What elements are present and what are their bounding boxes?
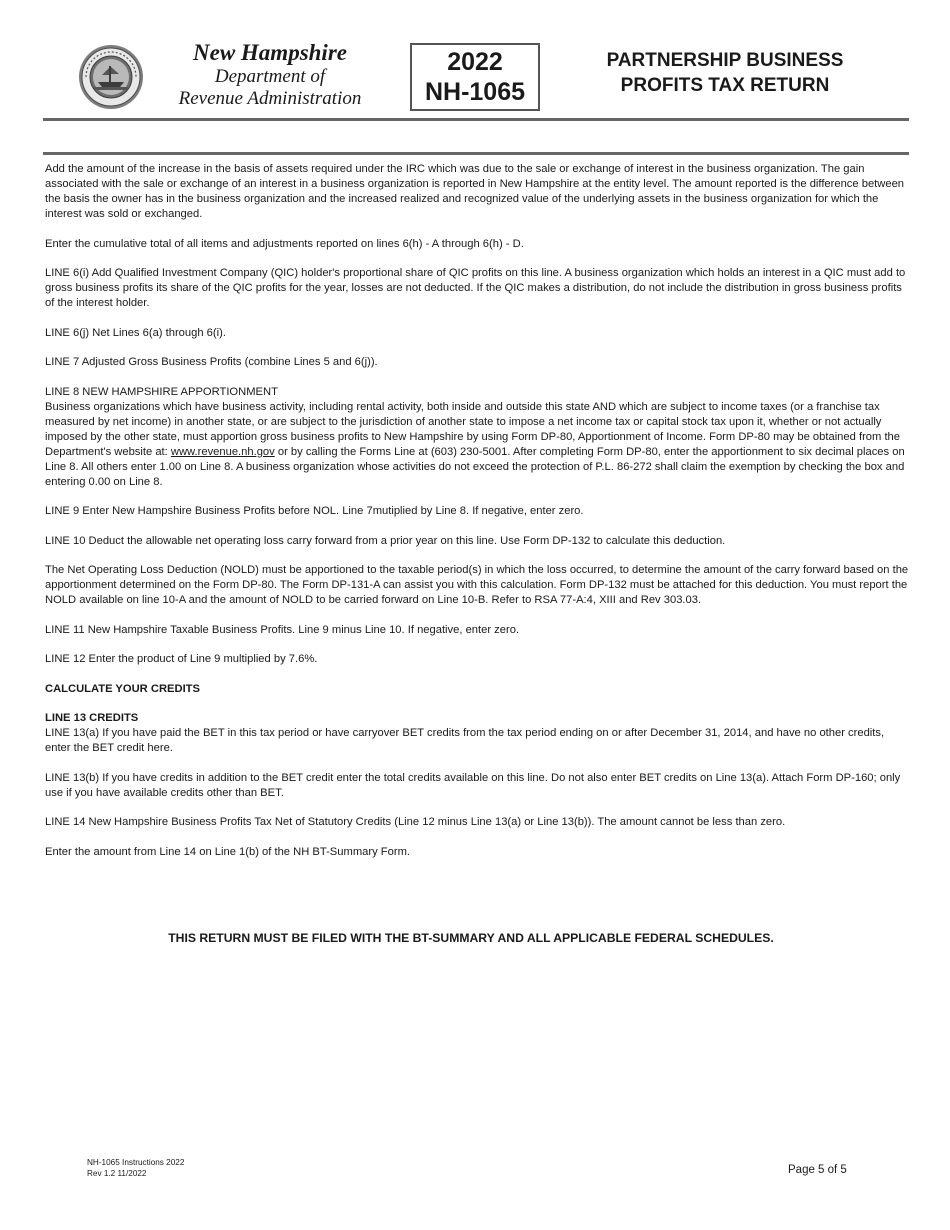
form-title-line-1: PARTNERSHIP BUSINESS (606, 50, 844, 71)
line-13-heading: LINE 13 CREDITS (45, 712, 139, 724)
line-8-heading: LINE 8 NEW HAMPSHIRE APPORTIONMENT (45, 385, 278, 398)
department-name (150, 40, 390, 110)
paragraph-line-6j: LINE 6(j) Net Lines 6(a) through 6(i). (45, 326, 226, 339)
department-line-1: Department of (214, 66, 326, 87)
footer-revision: Rev 1.2 11/2022 (87, 1169, 147, 1178)
state-seal-icon (78, 44, 144, 110)
paragraph-line-13 (45, 711, 910, 756)
heading-calculate-credits: CALCULATE YOUR CREDITS (45, 682, 200, 695)
page-number: Page 5 of 5 (788, 1164, 847, 1176)
line-8-text-b: or by calling the Forms Line at (603) 230-5001. After completing Form DP-80, enter the apportionment to six decimal places on Line 8. All others enter 1.00 on Line 8. A business organization whose activities do not exceed the protection of P.L. 86-272 shall claim the exemption by checking the box and entering 0.00 on Line 8. (45, 445, 905, 488)
footer-doc-name: NH-1065 Instructions 2022 (87, 1158, 185, 1167)
filing-notice: THIS RETURN MUST BE FILED WITH THE BT-SUMMARY AND ALL APPLICABLE FEDERAL SCHEDULES. (168, 931, 774, 945)
state-name: New Hampshire (193, 40, 347, 65)
paragraph-line-8 (45, 385, 910, 490)
paragraph-line-12: LINE 12 Enter the product of Line 9 multiplied by 7.6%. (45, 653, 318, 665)
department-line-2: Revenue Administration (178, 88, 362, 109)
paragraph-line-10: LINE 10 Deduct the allowable net operating loss carry forward from a prior year on this line. Use Form DP-132 to calculate this deduction. (45, 534, 726, 547)
instructions-body (45, 162, 910, 874)
footer-doc-info (87, 1157, 184, 1179)
form-number: NH-1065 (424, 78, 526, 106)
line-13a-text: LINE 13(a) If you have paid the BET in this tax period or have carryover BET credits from the tax period ending on or after December 31, 2014, and have no other credits, enter the BET credit here. (45, 727, 885, 754)
paragraph-line-6i: LINE 6(i) Add Qualified Investment Company (QIC) holder's proportional share of QIC profits on this line. A business organization which holds an interest in a QIC must add to gross business profits its share of the QIC profits for the year, losses are not deducted. If the QIC makes a distribution, do not include the distribution in gross business profits of the interest holder. (45, 267, 906, 309)
paragraph-cumulative-total: Enter the cumulative total of all items and adjustments reported on lines 6(h) - A through 6(h) - D. (45, 237, 524, 250)
paragraph-line-7: LINE 7 Adjusted Gross Business Profits (combine Lines 5 and 6(j)). (45, 356, 378, 368)
form-title (570, 48, 880, 98)
paragraph-line-14: LINE 14 New Hampshire Business Profits Tax Net of Statutory Credits (Line 12 minus Line 13(a) or Line 13(b)). The amount cannot be less than zero. (45, 816, 786, 828)
paragraph-nold: The Net Operating Loss Deduction (NOLD) must be apportioned to the taxable period(s) in which the loss occurred, to determine the amount of the carry forward based on the apportionment determined on the Form DP-80. The Form DP-131-A can assist you with this calculation. Form DP-132 must be attached for this deduction. You must report the NOLD available on line 10-A and the amount of NOLD to be carried forward on Line 10-B. Refer to RSA 77-A:4, XIII and Rev 303.03. (45, 564, 909, 606)
line-8-text-a: Business organizations which have business activity, including rental activity, both inside and outside this state AND which are subject to income taxes (or a franchise tax measured by net income) in another state, or are subject to the jurisdiction of another state to impose a net income tax or capital stock tax upon it, whether or not actually imposed by the other state, must apportion gross business profits to New Hampshire by using Form DP-80, Apportionment of Income. Form DP-80 may be obtained from the Department's website at: (45, 400, 900, 458)
form-id-box (410, 43, 540, 111)
form-title-line-2: PROFITS TAX RETURN (620, 75, 830, 96)
page-header (0, 0, 950, 125)
paragraph-bt-summary: Enter the amount from Line 14 on Line 1(b) of the NH BT-Summary Form. (45, 845, 410, 858)
paragraph-line-9: LINE 9 Enter New Hampshire Business Profits before NOL. Line 7mutiplied by Line 8. If negative, enter zero. (45, 505, 584, 517)
content-divider (43, 152, 909, 155)
paragraph-line-13b: LINE 13(b) If you have credits in addition to the BET credit enter the total credits available on this line. Do not also enter BET credits on Line 13(a). Attach Form DP-160; only use if you have available credits other than BET. (45, 771, 901, 799)
revenue-website-link[interactable]: www.revenue.nh.gov (170, 445, 275, 458)
header-divider (43, 118, 909, 121)
paragraph-basis-increase: Add the amount of the increase in the basis of assets required under the IRC which was due to the sale or exchange of interest in the business organization. The gain associated with the sale or exchange of an interest in a business organization is reported in New Hampshire at the entity level. The amount reported is the difference between the basis the owner has in the business organization and the increased realized and recognized value of the underlying assets in the business organization for which the interest was sold or exchanged. (45, 163, 905, 220)
paragraph-line-11: LINE 11 New Hampshire Taxable Business Profits. Line 9 minus Line 10. If negative, enter zero. (45, 623, 520, 636)
form-year: 2022 (447, 48, 503, 76)
